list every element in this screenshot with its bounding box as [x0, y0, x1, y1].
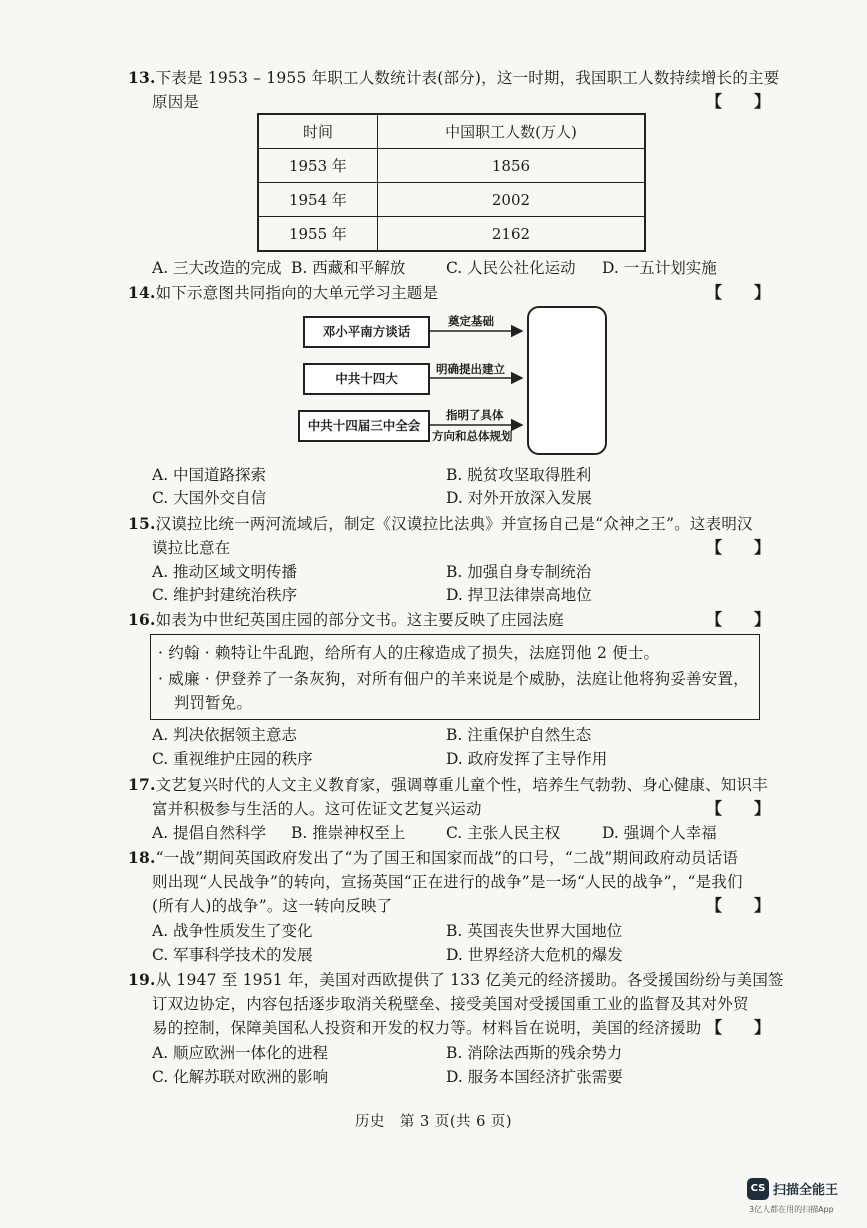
q16-option-d[interactable]: D. 政府发挥了主导作用: [446, 750, 608, 768]
q17-stem-line1: [128, 774, 768, 796]
table-header-cell: 中国职工人数(万人): [377, 114, 645, 149]
q18-option-d[interactable]: D. 世界经济大危机的爆发: [446, 946, 623, 964]
diagram-target-box: [527, 306, 607, 455]
q15-option-b[interactable]: B. 加强自身专制统治: [446, 563, 592, 581]
diagram-box-14th-congress: 中共十四大: [303, 363, 430, 395]
q18-option-c[interactable]: C. 军事科学技术的发展: [152, 946, 313, 964]
q18-number: 18.: [128, 848, 156, 867]
diagram-label-propose: 明确提出建立: [436, 362, 505, 376]
q15-stem-text1: 汉谟拉比统一两河流域后，制定《汉谟拉比法典》并宣扬自己是“众神之王”。这表明汉: [155, 515, 753, 533]
q13-stem-text1: 下表是 1953 – 1955 年职工人数统计表(部分)，这一时期，我国职工人数持续增长的主要: [155, 69, 780, 87]
q17-option-b[interactable]: B. 推崇神权至上: [291, 824, 406, 842]
scanner-watermark: [747, 1178, 865, 1226]
q15-number: 15.: [128, 514, 156, 533]
q19-stem-line1: [128, 969, 784, 991]
q19-option-a[interactable]: A. 顺应欧洲一体化的进程: [152, 1044, 329, 1062]
q13-answer-bracket: 【 】: [706, 92, 771, 111]
table-cell: 1856: [377, 149, 645, 183]
q16-doc-line3: 判罚暂免。: [158, 694, 253, 712]
q14-option-c[interactable]: C. 大国外交自信: [152, 489, 267, 507]
q19-option-b[interactable]: B. 消除法西斯的残余势力: [446, 1044, 623, 1062]
q13-option-c[interactable]: C. 人民公社化运动: [446, 259, 576, 277]
q16-option-a[interactable]: A. 判决依据领主意志: [152, 726, 298, 744]
q16-doc-line2: · 威廉 · 伊登养了一条灰狗，对所有佃户的羊来说是个威胁，法庭让他将狗妥善安置，: [158, 670, 749, 688]
q17-option-d[interactable]: D. 强调个人幸福: [602, 824, 717, 842]
q18-option-a[interactable]: A. 战争性质发生了变化: [152, 922, 313, 940]
diagram-box-third-plenum: 中共十四届三中全会: [298, 410, 430, 442]
table-header-cell: 时间: [258, 114, 377, 149]
q17-stem-line2: 富并积极参与生活的人。这可佐证文艺复兴运动: [152, 800, 482, 818]
q14-option-a[interactable]: A. 中国道路探索: [152, 466, 267, 484]
q19-answer-bracket: 【 】: [706, 1018, 771, 1037]
diagram-label-specific: 指明了具体: [446, 408, 504, 422]
page-footer: 历史 第 3 页(共 6 页): [354, 1114, 513, 1130]
q14-option-b[interactable]: B. 脱贫攻坚取得胜利: [446, 466, 592, 484]
q16-stem-text: 如表为中世纪英国庄园的部分文书。这主要反映了庄园法庭: [155, 611, 564, 629]
q18-answer-bracket: 【 】: [706, 896, 771, 915]
q14-number: 14.: [128, 283, 156, 302]
table-cell: 1954 年: [258, 183, 377, 217]
q18-stem-text1: “一战”期间英国政府发出了“为了国王和国家而战”的口号，“二战”期间政府动员话语: [155, 849, 739, 867]
q17-answer-bracket: 【 】: [706, 799, 771, 818]
q15-stem-line2: 谟拉比意在: [152, 539, 231, 557]
q17-number: 17.: [128, 775, 156, 794]
camscanner-logo-icon: CS: [747, 1178, 769, 1200]
q16-option-b[interactable]: B. 注重保护自然生态: [446, 726, 592, 744]
q19-stem-line3: 易的控制，保障美国私人投资和开发的权力等。材料旨在说明，美国的经济援助: [152, 1019, 702, 1037]
q17-stem-text1: 文艺复兴时代的人文主义教育家，强调尊重儿童个性，培养生气勃勃、身心健康、知识丰: [155, 776, 768, 794]
q15-option-c[interactable]: C. 维护封建统治秩序: [152, 586, 298, 604]
diagram-box-southern-talks: 邓小平南方谈话: [303, 316, 430, 348]
q13-option-d[interactable]: D. 一五计划实施: [602, 259, 717, 277]
q16-option-c[interactable]: C. 重视维护庄园的秩序: [152, 750, 313, 768]
q13-stem-line2: 原因是: [152, 93, 200, 111]
q19-stem-text1: 从 1947 至 1951 年，美国对西欧提供了 133 亿美元的经济援助。各受援国纷纷与美国签: [155, 971, 784, 989]
q18-stem-line3: (所有人)的战争”。这一转向反映了: [152, 897, 393, 915]
q19-option-c[interactable]: C. 化解苏联对欧洲的影响: [152, 1068, 329, 1086]
q16-doc-line1: · 约翰 · 赖特让牛乱跑，给所有人的庄稼造成了损失，法庭罚他 2 便士。: [158, 644, 660, 662]
watermark-title: 扫描全能王: [773, 1183, 839, 1198]
q15-option-d[interactable]: D. 捍卫法律崇高地位: [446, 586, 592, 604]
q16-stem-line: [128, 609, 564, 631]
q13-option-a[interactable]: A. 三大改造的完成: [152, 259, 282, 277]
q19-option-d[interactable]: D. 服务本国经济扩张需要: [446, 1068, 623, 1086]
table-cell: 1955 年: [258, 217, 377, 252]
diagram-label-foundation: 奠定基础: [448, 314, 494, 328]
table-cell: 1953 年: [258, 149, 377, 183]
q17-option-a[interactable]: A. 提倡自然科学: [152, 824, 267, 842]
q18-stem-line2: 则出现“人民战争”的转向，宣扬英国“正在进行的战争”是一场“人民的战争”，“是我们: [152, 873, 743, 891]
q19-stem-line2: 订双边协定，内容包括逐步取消关税壁垒、接受美国对受援国重工业的监督及其对外贸: [152, 995, 749, 1013]
q16-number: 16.: [128, 610, 156, 629]
q13-option-b[interactable]: B. 西藏和平解放: [291, 259, 406, 277]
q17-option-c[interactable]: C. 主张人民主权: [446, 824, 561, 842]
q19-number: 19.: [128, 970, 156, 989]
q14-stem-text: 如下示意图共同指向的大单元学习主题是: [155, 284, 439, 302]
table-cell: 2162: [377, 217, 645, 252]
q15-stem-line1: [128, 513, 753, 535]
q16-answer-bracket: 【 】: [706, 610, 771, 629]
q14-option-d[interactable]: D. 对外开放深入发展: [446, 489, 592, 507]
diagram-label-plan: 方向和总体规划: [432, 429, 513, 443]
q18-stem-line1: [128, 847, 738, 869]
q15-answer-bracket: 【 】: [706, 538, 771, 557]
watermark-subtitle: 3亿人都在用的扫描App: [749, 1205, 834, 1214]
q18-option-b[interactable]: B. 英国丧失世界大国地位: [446, 922, 623, 940]
q13-number: 13.: [128, 68, 156, 87]
q15-option-a[interactable]: A. 推动区域文明传播: [152, 563, 298, 581]
q14-answer-bracket: 【 】: [706, 283, 771, 302]
table-cell: 2002: [377, 183, 645, 217]
